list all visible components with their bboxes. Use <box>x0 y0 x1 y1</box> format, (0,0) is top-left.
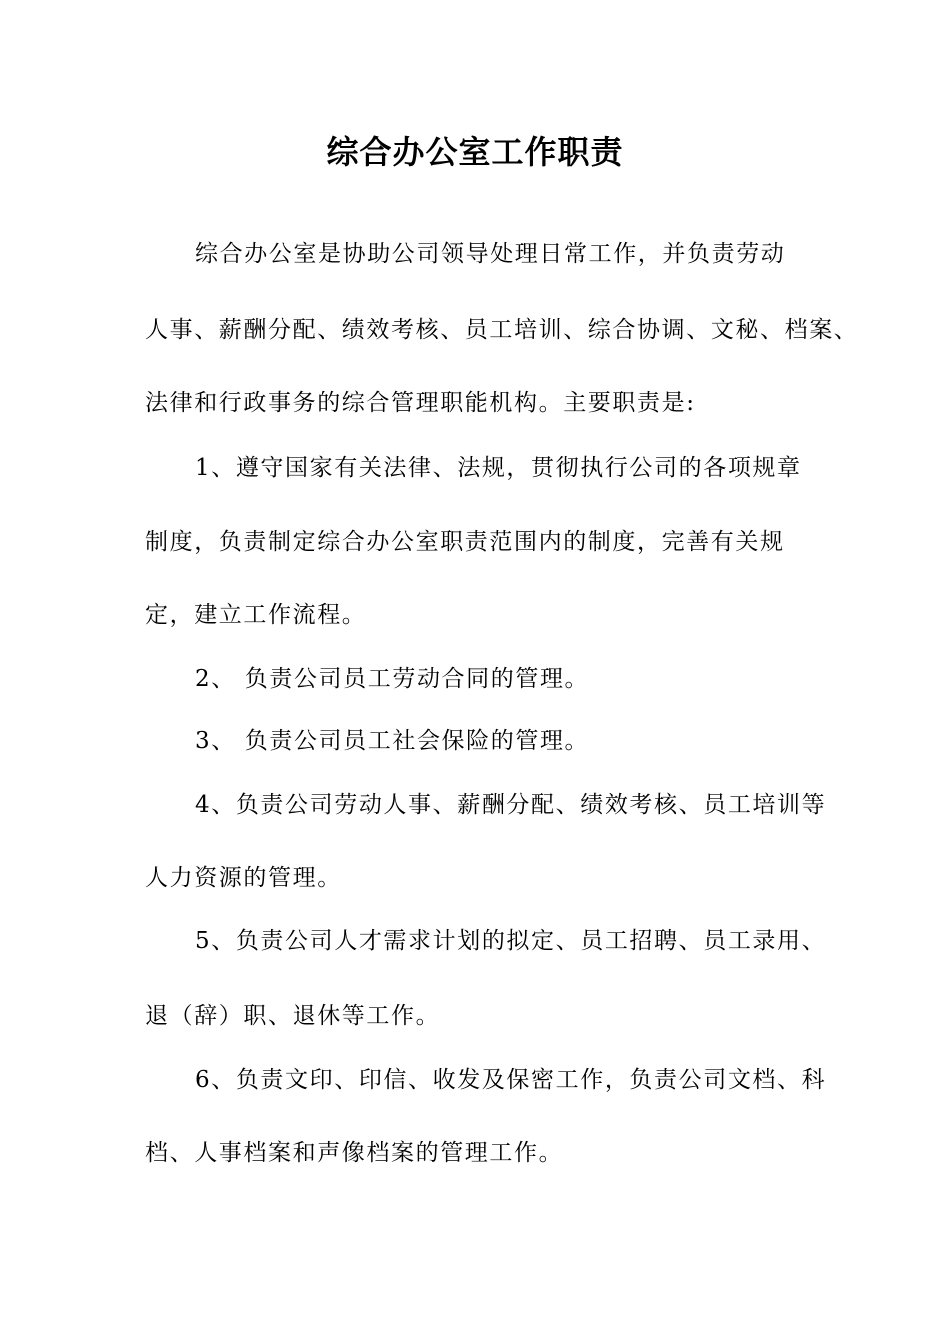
paragraph-intro-line-2: 人事、薪酬分配、绩效考核、员工培训、综合协调、文秘、档案、 <box>145 317 859 343</box>
duty-6-line-1: 6、负责文印、印信、收发及保密工作，负责公司文档、科 <box>195 1067 827 1093</box>
duty-4-line-2: 人力资源的管理。 <box>145 865 342 891</box>
document-title: 综合办公室工作职责 <box>326 133 624 171</box>
duty-5-line-1: 5、负责公司人才需求计划的拟定、员工招聘、员工录用、 <box>195 928 827 954</box>
duty-5-line-2: 退（辞）职、退休等工作。 <box>145 1003 441 1029</box>
paragraph-intro-line-1: 综合办公室是协助公司领导处理日常工作，并负责劳动 <box>195 241 786 267</box>
duty-3-line-1: 3、 负责公司员工社会保险的管理。 <box>195 728 590 754</box>
duty-1-line-2: 制度，负责制定综合办公室职责范围内的制度，完善有关规 <box>145 529 785 555</box>
paragraph-intro-line-3: 法律和行政事务的综合管理职能机构。主要职责是: <box>145 390 696 416</box>
duty-2-line-1: 2、 负责公司员工劳动合同的管理。 <box>195 666 590 692</box>
duty-1-line-3: 定，建立工作流程。 <box>145 602 367 628</box>
duty-1-line-1: 1、遵守国家有关法律、法规，贯彻执行公司的各项规章 <box>195 455 802 481</box>
duty-6-line-2: 档、人事档案和声像档案的管理工作。 <box>145 1140 564 1166</box>
duty-4-line-1: 4、负责公司劳动人事、薪酬分配、绩效考核、员工培训等 <box>195 792 827 818</box>
